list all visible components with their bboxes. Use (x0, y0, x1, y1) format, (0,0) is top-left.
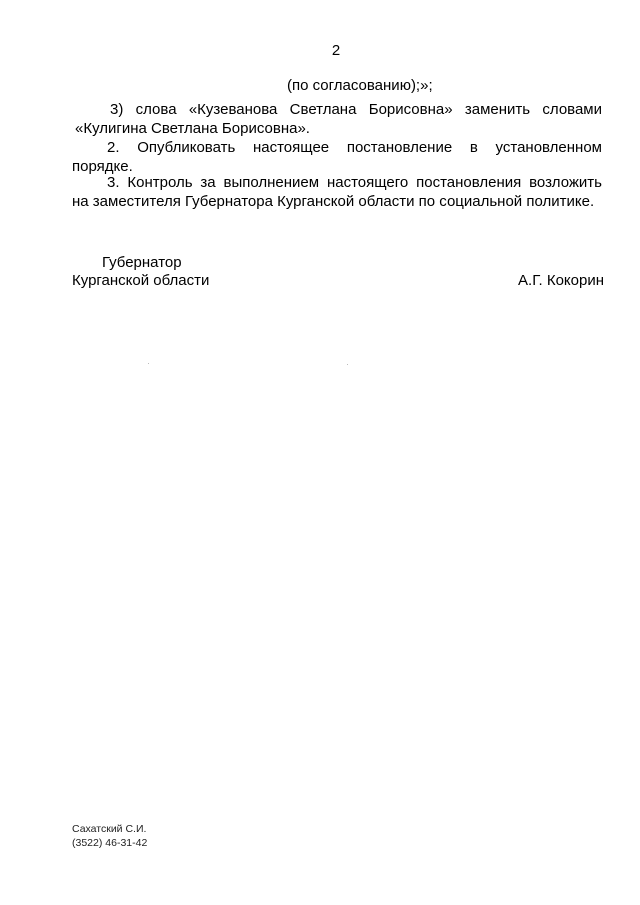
executor-phone: (3522) 46-31-42 (72, 837, 148, 849)
item-2-line-1: 2. Опубликовать настоящее постановление в установленном (107, 139, 602, 156)
item-3-line-2: «Кулигина Светлана Борисовна». (75, 120, 310, 137)
agreement-line: (по согласованию);»; (287, 77, 433, 94)
signature-title-line-1: Губернатор (102, 254, 182, 271)
item-control-line-2: на заместителя Губернатора Курганской области по социальной политике. (72, 193, 595, 210)
item-2-line-2: порядке. (72, 158, 133, 175)
executor-name: Сахатский С.И. (72, 823, 147, 835)
scan-speck (347, 364, 348, 365)
item-3-line-1: 3) слова «Кузеванова Светлана Борисовна» заменить словами (110, 101, 602, 118)
item-control-line-1: 3. Контроль за выполнением настоящего постановления возложить (107, 174, 602, 191)
signature-title-line-2: Курганской области (72, 272, 210, 289)
page-number: 2 (331, 42, 341, 59)
signature-name: А.Г. Кокорин (518, 272, 604, 289)
scan-speck (148, 363, 149, 364)
